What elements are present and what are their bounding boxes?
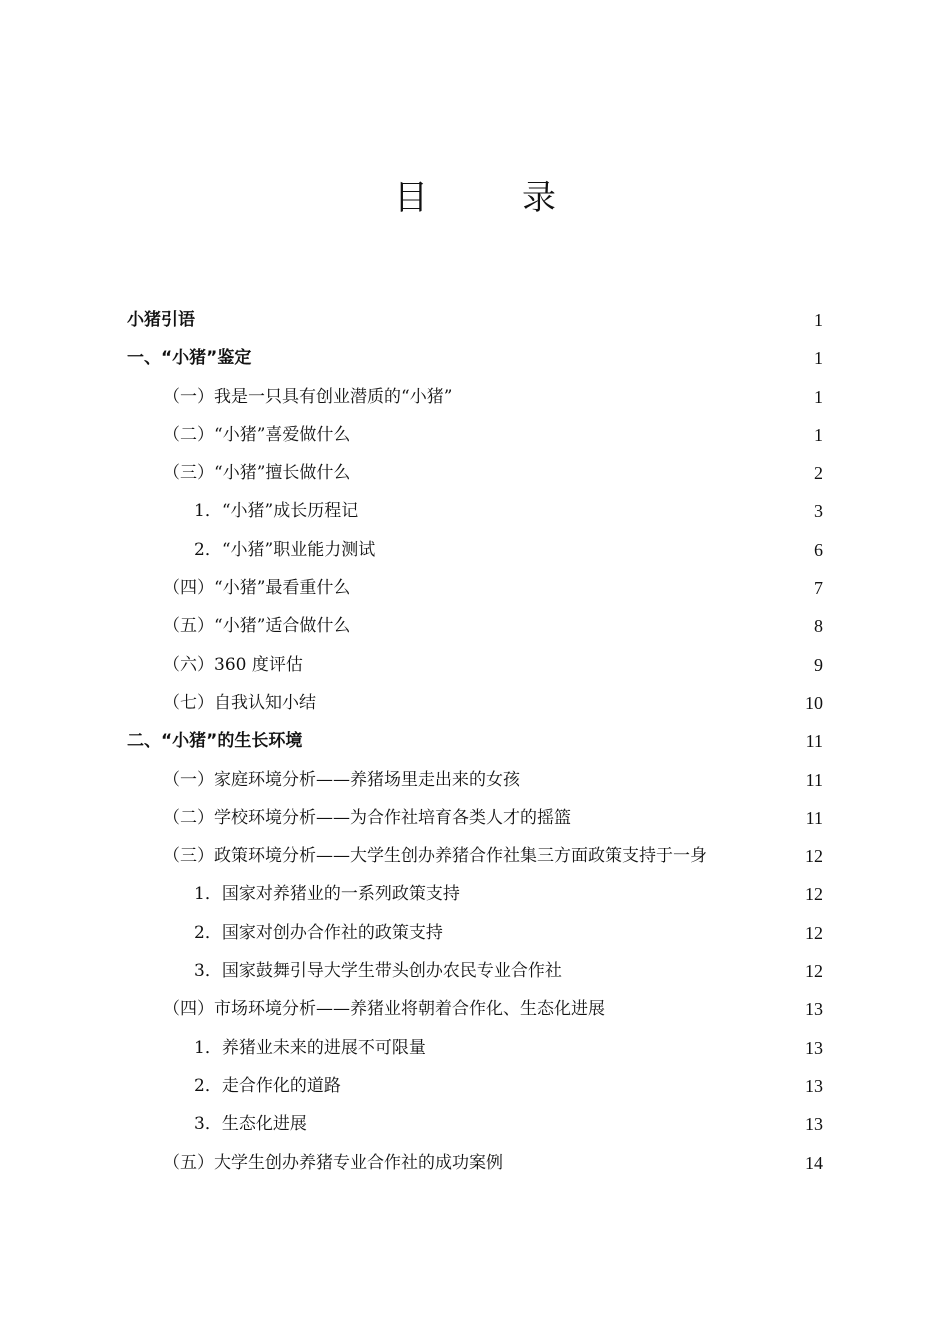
- toc-entry[interactable]: [0, 301, 950, 339]
- toc-entry-page-number: 1: [814, 310, 823, 330]
- toc-entry-label: （五）大学生创办养猪专业合作社的成功案例: [163, 1152, 503, 1173]
- toc-entry-page-number: 12: [805, 922, 823, 943]
- toc-entry[interactable]: [0, 1144, 950, 1182]
- toc-entry[interactable]: [0, 492, 950, 530]
- toc-entry-page-number: 13: [805, 1075, 823, 1096]
- toc-entry-label: 1．国家对养猪业的一系列政策支持: [194, 884, 460, 905]
- toc-entry[interactable]: [0, 990, 950, 1028]
- toc-entry[interactable]: [0, 569, 950, 607]
- toc-entry-page-number: 12: [805, 884, 823, 905]
- toc-entry-page-number: 13: [805, 1114, 823, 1135]
- toc-entry[interactable]: [0, 684, 950, 722]
- toc-entry-page-number: 9: [814, 654, 823, 675]
- toc-entry-page-number: 8: [814, 616, 823, 637]
- toc-entry[interactable]: [0, 837, 950, 875]
- toc-entry-label: （一）家庭环境分析——养猪场里走出来的女孩: [163, 769, 520, 790]
- toc-entry-label: 二、“小猪”的生长环境: [127, 731, 303, 752]
- toc-entry[interactable]: [0, 722, 950, 760]
- toc-entry-page-number: 3: [814, 501, 823, 522]
- toc-entry[interactable]: [0, 1067, 950, 1105]
- toc-entry-page-number: 13: [805, 999, 823, 1020]
- toc-entry-page-number: 1: [814, 386, 823, 407]
- toc-entry[interactable]: [0, 339, 950, 377]
- toc-entry[interactable]: [0, 1029, 950, 1067]
- toc-entry-label: （二）学校环境分析——为合作社培育各类人才的摇篮: [163, 807, 571, 828]
- toc-entry-label: 2．走合作化的道路: [194, 1075, 341, 1096]
- toc-entry-page-number: 11: [805, 769, 823, 790]
- toc-entry-label: 3．国家鼓舞引导大学生带头创办农民专业合作社: [194, 961, 562, 982]
- toc-entry-page-number: 1: [814, 348, 823, 369]
- toc-entry-page-number: 12: [805, 961, 823, 982]
- toc-entry[interactable]: [0, 416, 950, 454]
- toc-entry-page-number: 1: [814, 424, 823, 445]
- toc-entry-page-number: 11: [805, 807, 823, 828]
- toc-entry-label: （六）360 度评估: [163, 654, 303, 675]
- toc-entry-label: （五）“小猪”适合做什么: [163, 616, 351, 637]
- toc-entry-label: （一）我是一只具有创业潜质的“小猪”: [163, 386, 453, 407]
- toc-entry[interactable]: [0, 761, 950, 799]
- toc-entry-page-number: 7: [814, 578, 823, 599]
- toc-entry[interactable]: [0, 1105, 950, 1143]
- toc-entry-label: （七）自我认知小结: [163, 692, 316, 713]
- toc-entry-label: 3．生态化进展: [194, 1114, 307, 1135]
- toc-entry-label: 1．“小猪”成长历程记: [194, 501, 359, 522]
- toc-entry-label: 1．养猪业未来的进展不可限量: [194, 1037, 426, 1058]
- toc-entry-label: 一、“小猪”鉴定: [127, 348, 252, 369]
- toc-entry-page-number: 11: [805, 731, 823, 752]
- toc-entry-page-number: 6: [814, 539, 823, 560]
- toc-entry[interactable]: [0, 799, 950, 837]
- toc-entry[interactable]: [0, 875, 950, 913]
- toc-entry-label: （三）政策环境分析——大学生创办养猪合作社集三方面政策支持于一身: [163, 846, 707, 867]
- toc-entry[interactable]: [0, 531, 950, 569]
- toc-entry-label: （四）“小猪”最看重什么: [163, 578, 351, 599]
- toc-entry-label: 2．“小猪”职业能力测试: [194, 539, 376, 560]
- toc-entry-page-number: 10: [805, 692, 823, 713]
- toc-entry-page-number: 14: [805, 1152, 823, 1173]
- toc-entry-label: （二）“小猪”喜爱做什么: [163, 424, 351, 445]
- toc-entry[interactable]: [0, 378, 950, 416]
- toc-entry-page-number: 13: [805, 1037, 823, 1058]
- toc-entry-label: （三）“小猪”擅长做什么: [163, 463, 351, 484]
- toc-title: 目 录: [394, 178, 586, 218]
- toc-entry[interactable]: [0, 646, 950, 684]
- toc-entry-page-number: 12: [805, 846, 823, 867]
- toc-entry[interactable]: [0, 454, 950, 492]
- toc-entry-label: 小猪引语: [127, 310, 195, 330]
- toc-entry-label: 2．国家对创办合作社的政策支持: [194, 922, 443, 943]
- toc-entry[interactable]: [0, 607, 950, 645]
- toc-entry-label: （四）市场环境分析——养猪业将朝着合作化、生态化进展: [163, 999, 605, 1020]
- toc-entry[interactable]: [0, 914, 950, 952]
- toc-entry[interactable]: [0, 952, 950, 990]
- table-of-contents: [0, 301, 950, 1182]
- toc-entry-page-number: 2: [814, 463, 823, 484]
